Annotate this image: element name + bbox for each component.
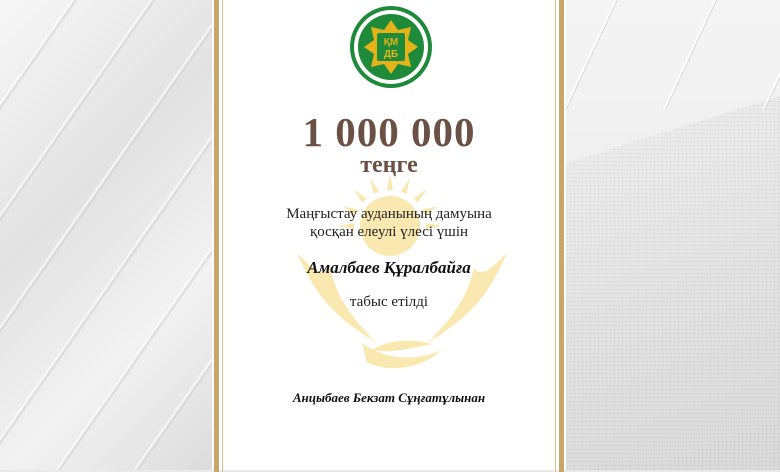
award-reason-line2: қосқан елеулі үлесі үшін <box>309 224 469 240</box>
kmdb-logo <box>349 5 433 89</box>
award-currency: теңге <box>360 152 418 178</box>
award-amount: 1 000 000 <box>302 109 476 155</box>
logo-monogram-top: ҚМ <box>383 37 399 48</box>
background-left <box>0 0 212 470</box>
logo-monogram-bottom: ДБ <box>383 49 399 60</box>
background-right-stripes <box>566 0 780 110</box>
signer-name: Анцыбаев Бекзат Сұңғатұлынан <box>292 390 486 405</box>
award-reason-line1: Маңғыстау ауданының дамуына <box>286 206 492 222</box>
recipient-name: Амалбаев Құралбайға <box>307 258 471 277</box>
award-presented-text: табыс етілді <box>349 294 429 310</box>
